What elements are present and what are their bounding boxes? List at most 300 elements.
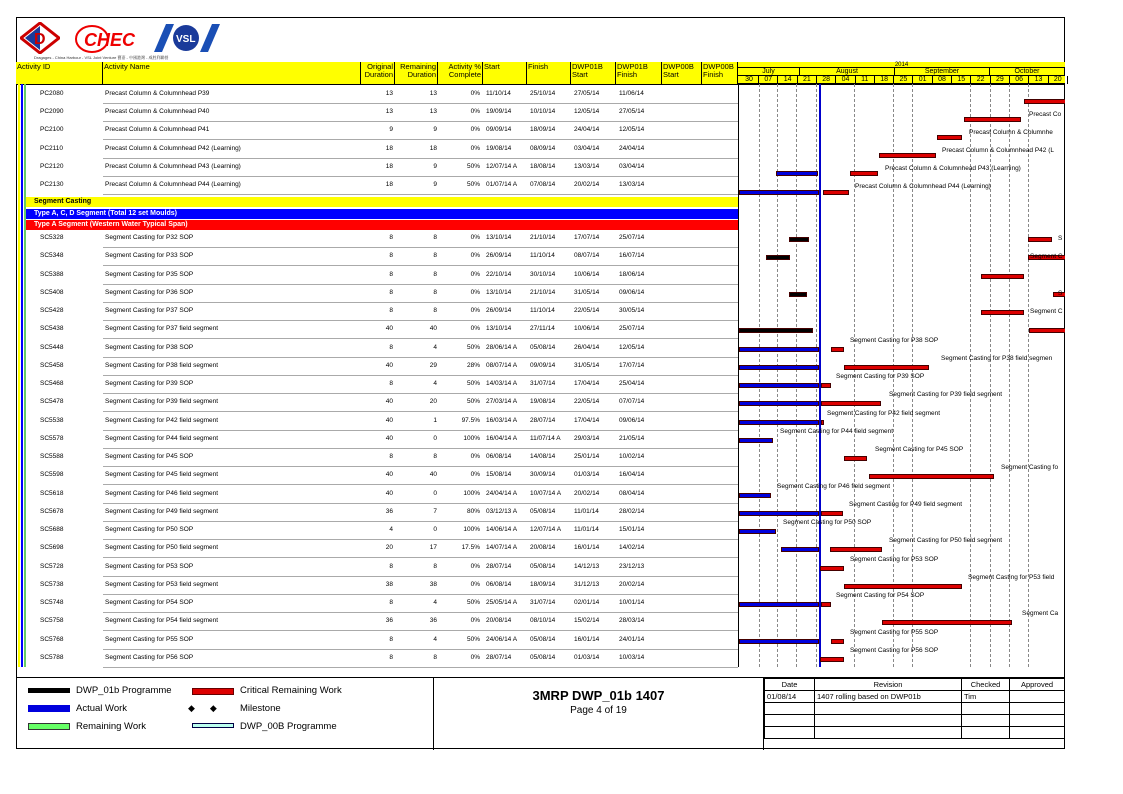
table-row[interactable] [26, 612, 738, 630]
critical-bar[interactable] [821, 420, 824, 425]
actual-bar[interactable] [739, 190, 819, 195]
cell-s1: 14/12/13 [574, 562, 600, 570]
critical-bar[interactable] [882, 620, 1012, 625]
cell-start: 27/03/14 A [486, 398, 518, 406]
cell-f1: 10/01/14 [619, 599, 645, 606]
cell-pct: 0% [470, 307, 480, 314]
timescale-week: 14 [779, 76, 798, 84]
legend-swatch-remaining [28, 723, 70, 730]
footer [16, 677, 1065, 749]
cell-s1: 03/04/14 [574, 144, 600, 152]
col-remaining-duration[interactable]: Remaining Duration [395, 62, 438, 84]
cell-f1: 17/07/14 [619, 361, 645, 369]
chec-logo-icon [74, 24, 144, 54]
cell-finish: 05/08/14 [530, 343, 556, 351]
cell-finish: 11/10/14 [530, 307, 555, 314]
cell-s1: 16/01/14 [574, 544, 600, 552]
cell-f1: 11/06/14 [619, 90, 644, 97]
cell-pct: 0% [470, 144, 480, 152]
cell-id: SC5758 [40, 617, 64, 625]
cell-name: Segment Casting for P56 SOP [105, 653, 194, 661]
cell-finish: 14/08/14 [530, 453, 556, 460]
cell-start: 03/12/13 A [486, 507, 518, 515]
timescale-header [738, 62, 1065, 84]
data-date-line [819, 84, 821, 667]
cell-rd: 8 [433, 288, 437, 296]
cell-pct: 0% [470, 580, 480, 588]
gantt-chart [738, 84, 1065, 667]
critical-bar[interactable] [1028, 237, 1052, 242]
actual-bar[interactable] [739, 383, 819, 388]
timescale-week: 18 [875, 76, 894, 84]
cell-od: 8 [389, 599, 393, 606]
cell-pct: 0% [470, 270, 480, 278]
table-row[interactable] [26, 539, 738, 557]
cell-start: 20/08/14 [486, 617, 512, 625]
table-row[interactable] [26, 485, 738, 503]
gantt-gridline [759, 84, 760, 667]
cell-f1: 25/07/14 [619, 234, 645, 241]
row-divider [103, 667, 738, 668]
cell-od: 8 [389, 234, 393, 241]
col-start[interactable]: Start [483, 62, 527, 84]
table-row[interactable] [26, 393, 738, 411]
cell-id: SC5538 [40, 416, 64, 424]
col-dwp01b-start[interactable]: DWP01B Start [571, 62, 616, 84]
cell-start: 24/06/14 A [486, 635, 518, 643]
rev-empty [1010, 703, 1065, 715]
col-finish[interactable]: Finish [527, 62, 571, 84]
timescale-week: 29 [991, 76, 1010, 84]
cell-rd: 4 [433, 635, 437, 643]
cell-name: Segment Casting for P46 field segment [105, 489, 219, 497]
rev-empty [765, 727, 815, 739]
cell-start: 14/06/14 A [486, 526, 518, 533]
cell-finish: 21/10/14 [530, 234, 556, 241]
cell-rd: 4 [433, 380, 437, 387]
cell-rd: 4 [433, 599, 437, 606]
table-row[interactable] [26, 521, 738, 539]
cell-finish: 25/10/14 [530, 90, 556, 97]
critical-bar[interactable] [1024, 99, 1065, 104]
cell-start: 24/04/14 A [486, 489, 518, 497]
cell-rd: 40 [429, 471, 437, 479]
critical-bar[interactable] [844, 584, 962, 589]
cell-finish: 31/07/14 [530, 380, 556, 387]
cell-s1: 31/12/13 [574, 580, 600, 588]
baseline-bar[interactable] [789, 237, 809, 242]
table-row[interactable] [26, 430, 738, 448]
cell-rd: 0 [433, 526, 437, 533]
cell-name: Segment Casting for P53 field segment [105, 580, 219, 588]
cell-od: 38 [385, 580, 393, 588]
cell-id: SC5618 [40, 489, 64, 497]
table-row[interactable] [26, 357, 738, 375]
cell-pct: 0% [470, 126, 480, 134]
cell-f1: 20/02/14 [619, 580, 645, 588]
table-row[interactable] [26, 594, 738, 612]
cell-pct: 0% [470, 617, 480, 625]
actual-bar[interactable] [739, 438, 773, 443]
cell-pct: 50% [466, 599, 480, 606]
critical-bar[interactable] [831, 639, 844, 644]
baseline-bar[interactable] [739, 328, 813, 333]
table-row[interactable] [26, 448, 738, 466]
table-row[interactable] [26, 284, 738, 302]
cell-rd: 8 [433, 270, 437, 278]
cell-od: 40 [385, 434, 393, 442]
cell-name: Precast Column & Columnhead P40 [105, 108, 210, 116]
table-row[interactable] [26, 266, 738, 284]
logo-strip [16, 18, 316, 64]
cell-finish: 31/07/14 [530, 599, 556, 606]
cell-finish: 20/08/14 [530, 544, 556, 552]
cell-f1: 28/02/14 [619, 507, 645, 515]
cell-od: 40 [385, 416, 393, 424]
row-divider [103, 194, 738, 195]
cell-f1: 13/03/14 [619, 181, 645, 188]
cell-finish: 11/10/14 [530, 252, 555, 260]
actual-bar[interactable] [739, 493, 771, 498]
critical-bar[interactable] [869, 474, 994, 479]
cell-pct: 50% [466, 343, 480, 351]
critical-bar[interactable] [821, 383, 831, 388]
dragages-logo-icon [20, 22, 60, 54]
critical-bar[interactable] [821, 511, 843, 516]
timescale-week: 01 [914, 76, 933, 84]
table-row[interactable] [26, 176, 738, 194]
table-row[interactable] [26, 229, 738, 247]
cell-s1: 08/07/14 [574, 252, 600, 260]
cell-finish: 18/09/14 [530, 126, 556, 134]
rev-header-checked: Checked [962, 679, 1010, 691]
gantt-label: Segment Casting for P53 SOP [850, 555, 939, 563]
actual-bar[interactable] [739, 602, 819, 607]
timescale-week: 30 [740, 76, 759, 84]
cell-rd: 8 [433, 234, 437, 241]
table-row[interactable] [26, 466, 738, 484]
gantt-label: Segment Casting for P39 field segment [889, 391, 1003, 399]
gantt-label: Segment Casting for P38 field segmen [941, 354, 1053, 362]
cell-pct: 80% [466, 507, 480, 515]
table-row[interactable] [26, 339, 738, 357]
cell-rd: 13 [429, 90, 437, 97]
cell-start: 16/04/14 A [486, 434, 518, 442]
cell-finish: 12/07/14 A [530, 526, 562, 533]
cell-start: 11/10/14 [486, 90, 511, 97]
cell-name: Segment Casting for P35 SOP [105, 270, 194, 278]
critical-bar[interactable] [844, 456, 867, 461]
cell-start: 28/07/14 [486, 562, 512, 570]
cell-pct: 50% [466, 181, 480, 188]
cell-id: SC5328 [40, 234, 64, 241]
cell-s1: 13/03/14 [574, 162, 600, 170]
cell-name: Segment Casting for P33 SOP [105, 252, 194, 260]
cell-id: PC2130 [40, 181, 64, 188]
cell-id: SC5468 [40, 380, 64, 387]
cell-start: 06/08/14 [486, 453, 512, 460]
legend [16, 678, 434, 750]
cell-id: SC5578 [40, 434, 64, 442]
cell-pct: 0% [470, 653, 480, 661]
timescale-week: 28 [817, 76, 836, 84]
gantt-label: Precast Column & Columnhe [969, 129, 1053, 136]
gantt-label: Segment Casting for P42 field segment [827, 409, 941, 417]
gantt-label: Segment Ca [1022, 610, 1059, 618]
section-type-a[interactable]: Type A Segment (Western Water Typical Span) [26, 220, 738, 230]
cell-start: 22/10/14 [486, 270, 512, 278]
cell-start: 14/03/14 A [486, 380, 518, 387]
gantt-label: Segment C [1030, 308, 1063, 315]
cell-s1: 29/03/14 [574, 434, 600, 442]
col-original-duration[interactable]: Original Duration [361, 62, 395, 84]
cell-s1: 12/05/14 [574, 108, 600, 116]
cell-finish: 05/08/14 [530, 562, 556, 570]
table-row[interactable] [26, 576, 738, 594]
table-row[interactable] [26, 503, 738, 521]
cell-pct: 50% [466, 380, 480, 387]
vsl-logo-icon [152, 22, 222, 54]
timescale-weeks [738, 76, 1065, 84]
table-row[interactable] [26, 103, 738, 121]
cell-rd: 9 [433, 126, 437, 134]
cell-id: SC5588 [40, 453, 64, 460]
actual-bar[interactable] [739, 420, 819, 425]
table-row[interactable] [26, 375, 738, 393]
timescale-week: 04 [837, 76, 856, 84]
baseline-bar[interactable] [766, 255, 790, 260]
cell-name: Segment Casting for P32 SOP [105, 234, 194, 241]
table-row[interactable] [26, 140, 738, 158]
cell-rd: 8 [433, 307, 437, 314]
cell-name: Segment Casting for P39 field segment [105, 398, 219, 406]
outline-bars [16, 84, 26, 667]
critical-bar[interactable] [981, 310, 1024, 315]
gantt-label: Segment Casting for P56 SOP [850, 646, 939, 654]
actual-bar[interactable] [776, 171, 818, 176]
timescale-week: 08 [933, 76, 952, 84]
critical-bar[interactable] [823, 190, 849, 195]
cell-f1: 09/06/14 [619, 288, 645, 296]
critical-bar[interactable] [820, 657, 844, 662]
actual-bar[interactable] [739, 511, 819, 516]
critical-bar[interactable] [821, 602, 831, 607]
legend-milestone: Milestone [240, 703, 281, 714]
gantt-label: Segment Casting for P50 SOP [783, 519, 872, 526]
rev-approved [1010, 691, 1065, 703]
critical-bar[interactable] [831, 347, 844, 352]
cell-start: 09/09/14 [486, 126, 512, 134]
cell-f1: 24/01/14 [619, 635, 645, 643]
cell-s1: 10/06/14 [574, 270, 600, 278]
col-activity-name[interactable]: Activity Name [103, 62, 361, 84]
cell-finish: 30/09/14 [530, 471, 556, 479]
timescale-month: August [800, 68, 895, 76]
cell-id: SC5688 [40, 526, 64, 533]
critical-bar[interactable] [937, 135, 962, 140]
cell-od: 40 [385, 471, 393, 479]
cell-f1: 25/07/14 [619, 325, 645, 333]
cell-pct: 100% [463, 489, 480, 497]
timescale-month: September [895, 68, 990, 76]
actual-bar[interactable] [739, 529, 776, 534]
table-row[interactable] [26, 85, 738, 103]
cell-od: 8 [389, 453, 393, 460]
cell-s1: 27/05/14 [574, 90, 600, 97]
col-dwp00b-start[interactable]: DWP00B Start [662, 62, 702, 84]
critical-bar[interactable] [821, 401, 881, 406]
cell-rd: 29 [429, 361, 437, 369]
table-row[interactable] [26, 247, 738, 265]
table-row[interactable] [26, 320, 738, 338]
cell-od: 8 [389, 635, 393, 643]
actual-bar[interactable] [739, 401, 819, 406]
cell-od: 8 [389, 562, 393, 570]
cell-s1: 16/01/14 [574, 635, 600, 643]
gantt-label: S [1058, 235, 1063, 242]
cell-name: Segment Casting for P36 SOP [105, 288, 194, 296]
col-activity-id[interactable]: Activity ID [16, 62, 103, 84]
timescale-week: 07 [759, 76, 778, 84]
cell-pct: 97.5% [461, 416, 480, 424]
cell-rd: 8 [433, 562, 437, 570]
cell-od: 18 [385, 162, 393, 170]
cell-pct: 0% [470, 453, 480, 460]
cell-name: Segment Casting for P53 SOP [105, 562, 194, 570]
cell-pct: 50% [466, 635, 480, 643]
critical-bar[interactable] [820, 566, 844, 571]
col-dwp01b-finish[interactable]: DWP01B Finish [616, 62, 662, 84]
cell-id: SC5748 [40, 599, 64, 606]
baseline-bar[interactable] [789, 292, 807, 297]
rev-checked: Tim [962, 691, 1010, 703]
cell-s1: 25/01/14 [574, 453, 600, 460]
cell-f1: 16/04/14 [619, 471, 645, 479]
cell-od: 8 [389, 380, 393, 387]
cell-pct: 0% [470, 108, 480, 116]
legend-swatch-actual [28, 705, 70, 712]
gantt-label: Precast Column & Columnhead P44 (Learning) [855, 183, 991, 190]
cell-rd: 4 [433, 343, 437, 351]
cell-name: Segment Casting for P54 SOP [105, 599, 194, 606]
gantt-label: Precast Co [1029, 111, 1062, 118]
cell-pct: 0% [470, 562, 480, 570]
cell-id: PC2110 [40, 144, 64, 152]
rev-empty [815, 727, 962, 739]
cell-f1: 16/07/14 [619, 252, 645, 260]
cell-start: 13/10/14 [486, 325, 512, 333]
cell-f1: 24/04/14 [619, 144, 645, 152]
cell-f1: 03/04/14 [619, 162, 645, 170]
gantt-label: Segment Casting for P44 field segment [780, 427, 894, 435]
actual-bar[interactable] [781, 547, 819, 552]
cell-name: Segment Casting for P44 field segment [105, 434, 219, 442]
cell-od: 13 [385, 108, 393, 116]
cell-start: 13/10/14 [486, 234, 512, 241]
cell-name: Segment Casting for P54 field segment [105, 617, 219, 625]
critical-bar[interactable] [830, 547, 882, 552]
gantt-label: Segment Casting for P49 field segment [849, 500, 963, 508]
gantt-label: Segment Casting for P55 SOP [850, 628, 939, 636]
timescale-month: July [738, 68, 800, 76]
cell-f1: 23/12/13 [619, 562, 645, 570]
cell-s1: 15/02/14 [574, 617, 600, 625]
actual-bar[interactable] [739, 347, 819, 352]
legend-remaining: Remaining Work [76, 721, 147, 732]
cell-s1: 22/05/14 [574, 307, 600, 314]
rev-header-revision: Revision [815, 679, 962, 691]
cell-start: 26/09/14 [486, 252, 512, 260]
cell-s1: 11/01/14 [574, 526, 599, 533]
cell-rd: 36 [429, 617, 437, 625]
cell-od: 8 [389, 270, 393, 278]
critical-bar[interactable] [1029, 328, 1065, 333]
cell-name: Segment Casting for P37 SOP [105, 307, 194, 314]
timescale-month: October [990, 68, 1065, 76]
table-row[interactable] [26, 158, 738, 176]
cell-rd: 38 [429, 580, 437, 588]
table-row[interactable] [26, 558, 738, 576]
milestone-diamond-icon: ◆ ◆ [188, 703, 217, 713]
cell-rd: 0 [433, 434, 437, 442]
timescale-week: 22 [972, 76, 991, 84]
logo-caption: Dragages - China Harbour - VSL Joint Venture 寶嘉 - 中國港灣 - 威胜利聯營 [34, 55, 169, 60]
col-pct-complete[interactable]: Activity % Complete [438, 62, 483, 84]
cell-id: SC5428 [40, 307, 64, 314]
critical-bar[interactable] [850, 171, 878, 176]
cell-f1: 27/05/14 [619, 108, 645, 116]
cell-finish: 05/08/14 [530, 507, 556, 515]
legend-dwp01b: DWP_01b Programme [76, 685, 172, 696]
cell-name: Segment Casting for P42 field segment [105, 416, 219, 424]
rev-header-approved: Approved [1010, 679, 1065, 691]
cell-s1: 31/05/14 [574, 361, 600, 369]
critical-bar[interactable] [964, 117, 1021, 122]
cell-s1: 10/06/14 [574, 325, 600, 333]
cell-name: Precast Column & Columnhead P43 (Learning) [105, 162, 241, 170]
table-row[interactable] [26, 649, 738, 667]
section-segment-casting[interactable]: Segment Casting [26, 197, 738, 207]
cell-start: 08/07/14 A [486, 361, 518, 369]
cell-name: Segment Casting for P39 SOP [105, 380, 194, 387]
cell-pct: 0% [470, 288, 480, 296]
table-row[interactable] [26, 631, 738, 649]
legend-swatch-critical [192, 688, 234, 695]
cell-od: 36 [385, 617, 393, 625]
actual-bar[interactable] [739, 365, 819, 370]
rev-empty [1010, 715, 1065, 727]
cell-start: 25/05/14 A [486, 599, 518, 606]
cell-pct: 0% [470, 90, 480, 97]
cell-start: 16/03/14 A [486, 416, 518, 424]
table-row[interactable] [26, 302, 738, 320]
actual-bar[interactable] [739, 639, 819, 644]
section-type-acd[interactable]: Type A, C, D Segment (Total 12 set Moulds) [26, 209, 738, 219]
cell-f1: 12/05/14 [619, 126, 645, 134]
cell-start: 14/07/14 A [486, 544, 518, 552]
cell-od: 8 [389, 252, 393, 260]
table-row[interactable] [26, 121, 738, 139]
table-row[interactable] [26, 412, 738, 430]
col-dwp00b-finish[interactable]: DWP00B Finish [702, 62, 738, 84]
critical-bar[interactable] [879, 153, 936, 158]
critical-bar[interactable] [981, 274, 1024, 279]
cell-finish: 10/10/14 [530, 108, 556, 116]
rev-empty [962, 727, 1010, 739]
timescale-week: 15 [952, 76, 971, 84]
gantt-label: Precast Column & Columnhead P42 (L [942, 147, 1055, 154]
critical-bar[interactable] [844, 365, 929, 370]
